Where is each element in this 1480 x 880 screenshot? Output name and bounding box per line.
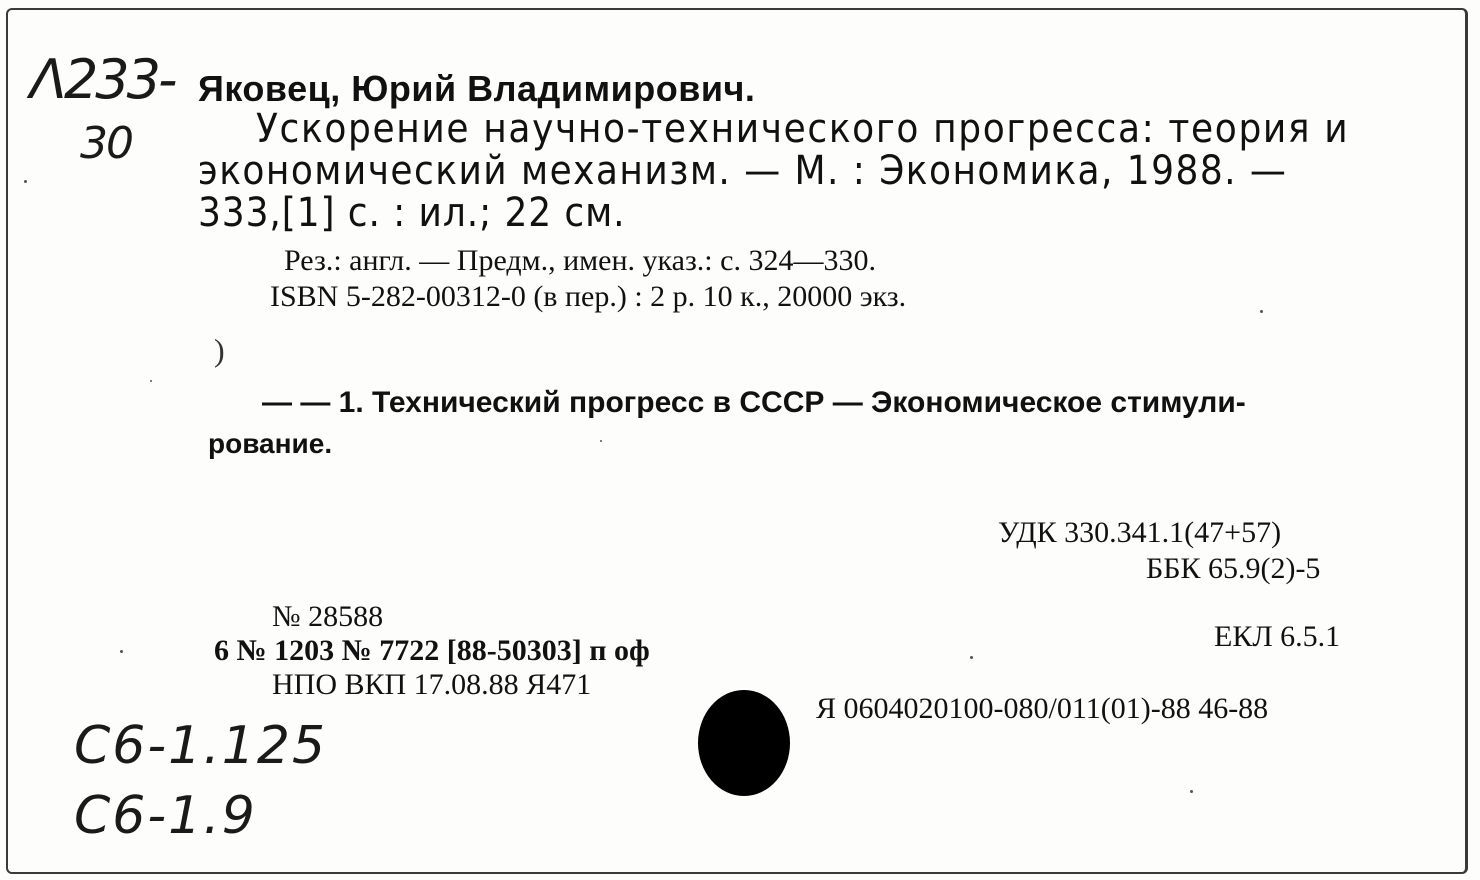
- handwritten-shelfmark-line1: Λ233-: [30, 48, 175, 111]
- speck: [150, 380, 152, 382]
- speck: [120, 650, 123, 653]
- ekl-code: ЕКЛ 6.5.1: [1214, 620, 1341, 653]
- speck: [1190, 790, 1193, 793]
- handwritten-shelfmark-line2: 30: [80, 118, 132, 169]
- speck: [970, 656, 973, 659]
- handwritten-note-2: C6-1.9: [74, 786, 257, 846]
- subject-line-1: — — 1. Технический прогресс в СССР — Экономическое стимули-: [262, 386, 1246, 419]
- speck: [600, 440, 602, 442]
- title-line-2: экономический механизм. — М. : Экономика, 1988. —: [198, 148, 1288, 194]
- speck: [1260, 310, 1263, 313]
- udk-code: УДК 330.341.1(47+57): [998, 516, 1282, 549]
- card-number: № 28588: [272, 600, 384, 633]
- speck: [24, 180, 27, 183]
- publication-code: Я 0604020100-080/011(01)-88 46-88: [816, 692, 1269, 725]
- title-line-1: Ускорение научно-технического прогресса: теория и: [256, 106, 1350, 152]
- order-line: 6 № 1203 № 7722 [88-50303] п оф: [214, 634, 650, 667]
- subject-line-2: рование.: [208, 428, 333, 459]
- punch-hole: [698, 690, 790, 796]
- title-line-3: 333,[1] с. : ил.; 22 см.: [198, 190, 626, 236]
- isbn-line: ISBN 5-282-00312-0 (в пер.) : 2 р. 10 к., 20000 экз.: [270, 280, 907, 313]
- subject-marker: ): [214, 332, 225, 368]
- bbk-code: ББК 65.9(2)-5: [1146, 552, 1321, 585]
- npo-line: НПО ВКП 17.08.88 Я471: [272, 668, 592, 701]
- notes-line: Рез.: англ. — Предм., имен. указ.: с. 324—330.: [284, 244, 876, 277]
- handwritten-note-1: C6-1.125: [74, 716, 328, 776]
- author-heading: Яковец, Юрий Владимирович.: [198, 68, 756, 109]
